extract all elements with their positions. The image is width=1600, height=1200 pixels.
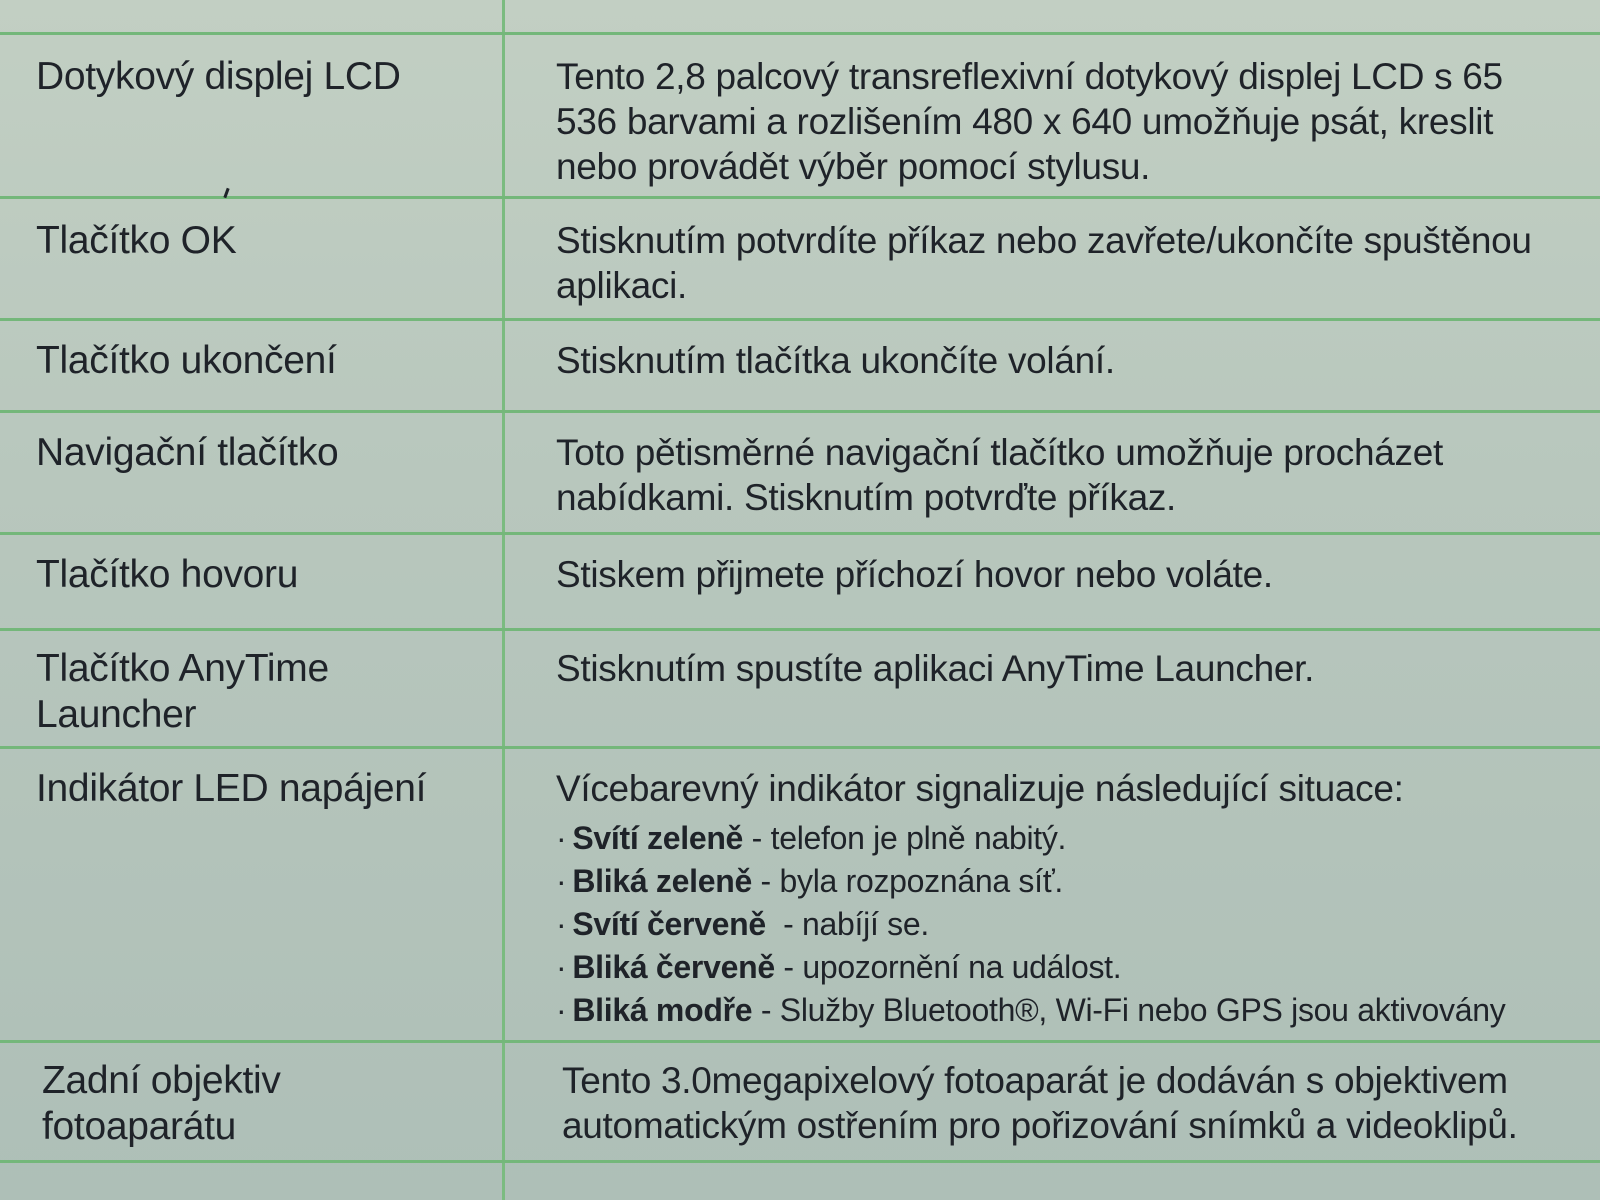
row-divider — [0, 1160, 1600, 1163]
status-label: Svítí zeleně — [572, 820, 744, 856]
description-line: nabídkami. Stisknutím potvrďte příkaz. — [556, 477, 1177, 518]
row-term: Navigační tlačítko — [36, 431, 339, 474]
description-line: Stiskem přijmete příchozí hovor nebo voláte. — [556, 554, 1273, 595]
description-line: Tento 3.0megapixelový fotoaparát je dodáván s objektivem — [562, 1060, 1508, 1101]
description-line: Tento 2,8 palcový transreflexivní dotykový displej LCD s 65 — [556, 56, 1503, 97]
term-line: Zadní objektiv — [42, 1059, 281, 1102]
description-line: Stisknutím tlačítka ukončíte volání. — [556, 340, 1115, 381]
row-description — [556, 430, 1600, 520]
row-description — [556, 646, 1600, 691]
bullet-icon: · — [556, 863, 567, 899]
led-status-list — [556, 817, 1600, 1032]
row-term: Dotykový displej LCD — [36, 55, 401, 98]
row-divider — [0, 318, 1600, 321]
term-line: Tlačítko AnyTime — [36, 647, 329, 690]
status-label: Bliká modře — [572, 992, 753, 1028]
list-item — [556, 903, 1600, 946]
status-text: - nabíjí se. — [765, 906, 929, 942]
row-term — [42, 1058, 482, 1150]
row-divider — [0, 746, 1600, 749]
status-text: - upozornění na událost. — [774, 949, 1122, 985]
row-divider — [0, 196, 1600, 199]
bullet-icon: · — [556, 992, 567, 1028]
bullet-icon: · — [556, 906, 567, 942]
status-label: Bliká zeleně — [572, 863, 752, 899]
row-term: Tlačítko OK — [36, 219, 237, 262]
list-item — [556, 989, 1600, 1032]
description-line: Stisknutím spustíte aplikaci AnyTime Launcher. — [556, 648, 1315, 689]
status-label: Svítí červeně — [572, 906, 766, 942]
term-line: Launcher — [36, 693, 197, 736]
status-label: Bliká červeně — [572, 949, 775, 985]
row-divider — [0, 410, 1600, 413]
row-divider — [0, 32, 1600, 35]
row-description — [556, 766, 1600, 1032]
row-description — [556, 552, 1600, 597]
row-term: Indikátor LED napájení — [36, 767, 427, 810]
bullet-icon: · — [556, 820, 567, 856]
list-item — [556, 946, 1600, 989]
term-line: fotoaparátu — [42, 1105, 237, 1148]
row-term — [36, 646, 476, 738]
bullet-icon: · — [556, 949, 567, 985]
column-divider — [502, 0, 505, 1200]
row-description — [556, 54, 1600, 189]
description-line: nebo provádět výběr pomocí stylusu. — [556, 146, 1151, 187]
row-divider — [0, 628, 1600, 631]
description-line: Stisknutím potvrdíte příkaz nebo zavřete/ukončíte spuštěnou — [556, 220, 1532, 261]
status-text: - byla rozpoznána síť. — [751, 863, 1064, 899]
description-line: Vícebarevný indikátor signalizuje následující situace: — [556, 768, 1404, 809]
row-description — [556, 218, 1600, 308]
list-item — [556, 860, 1600, 903]
row-divider — [0, 1040, 1600, 1043]
description-line: aplikaci. — [556, 265, 687, 306]
row-divider — [0, 532, 1600, 535]
row-term: Tlačítko ukončení — [36, 339, 337, 382]
description-line: Toto pětisměrné navigační tlačítko umožňuje procházet — [556, 432, 1443, 473]
list-item — [556, 817, 1600, 860]
status-text: - Služby Bluetooth®, Wi-Fi nebo GPS jsou aktivovány — [752, 992, 1506, 1028]
row-term: Tlačítko hovoru — [36, 553, 299, 596]
description-line: automatickým ostřením pro pořizování snímků a videoklipů. — [562, 1105, 1518, 1146]
row-description — [556, 338, 1600, 383]
description-line: 536 barvami a rozlišením 480 x 640 umožňuje psát, kreslit — [556, 101, 1494, 142]
row-description — [562, 1058, 1600, 1148]
status-text: - telefon je plně nabitý. — [743, 820, 1067, 856]
